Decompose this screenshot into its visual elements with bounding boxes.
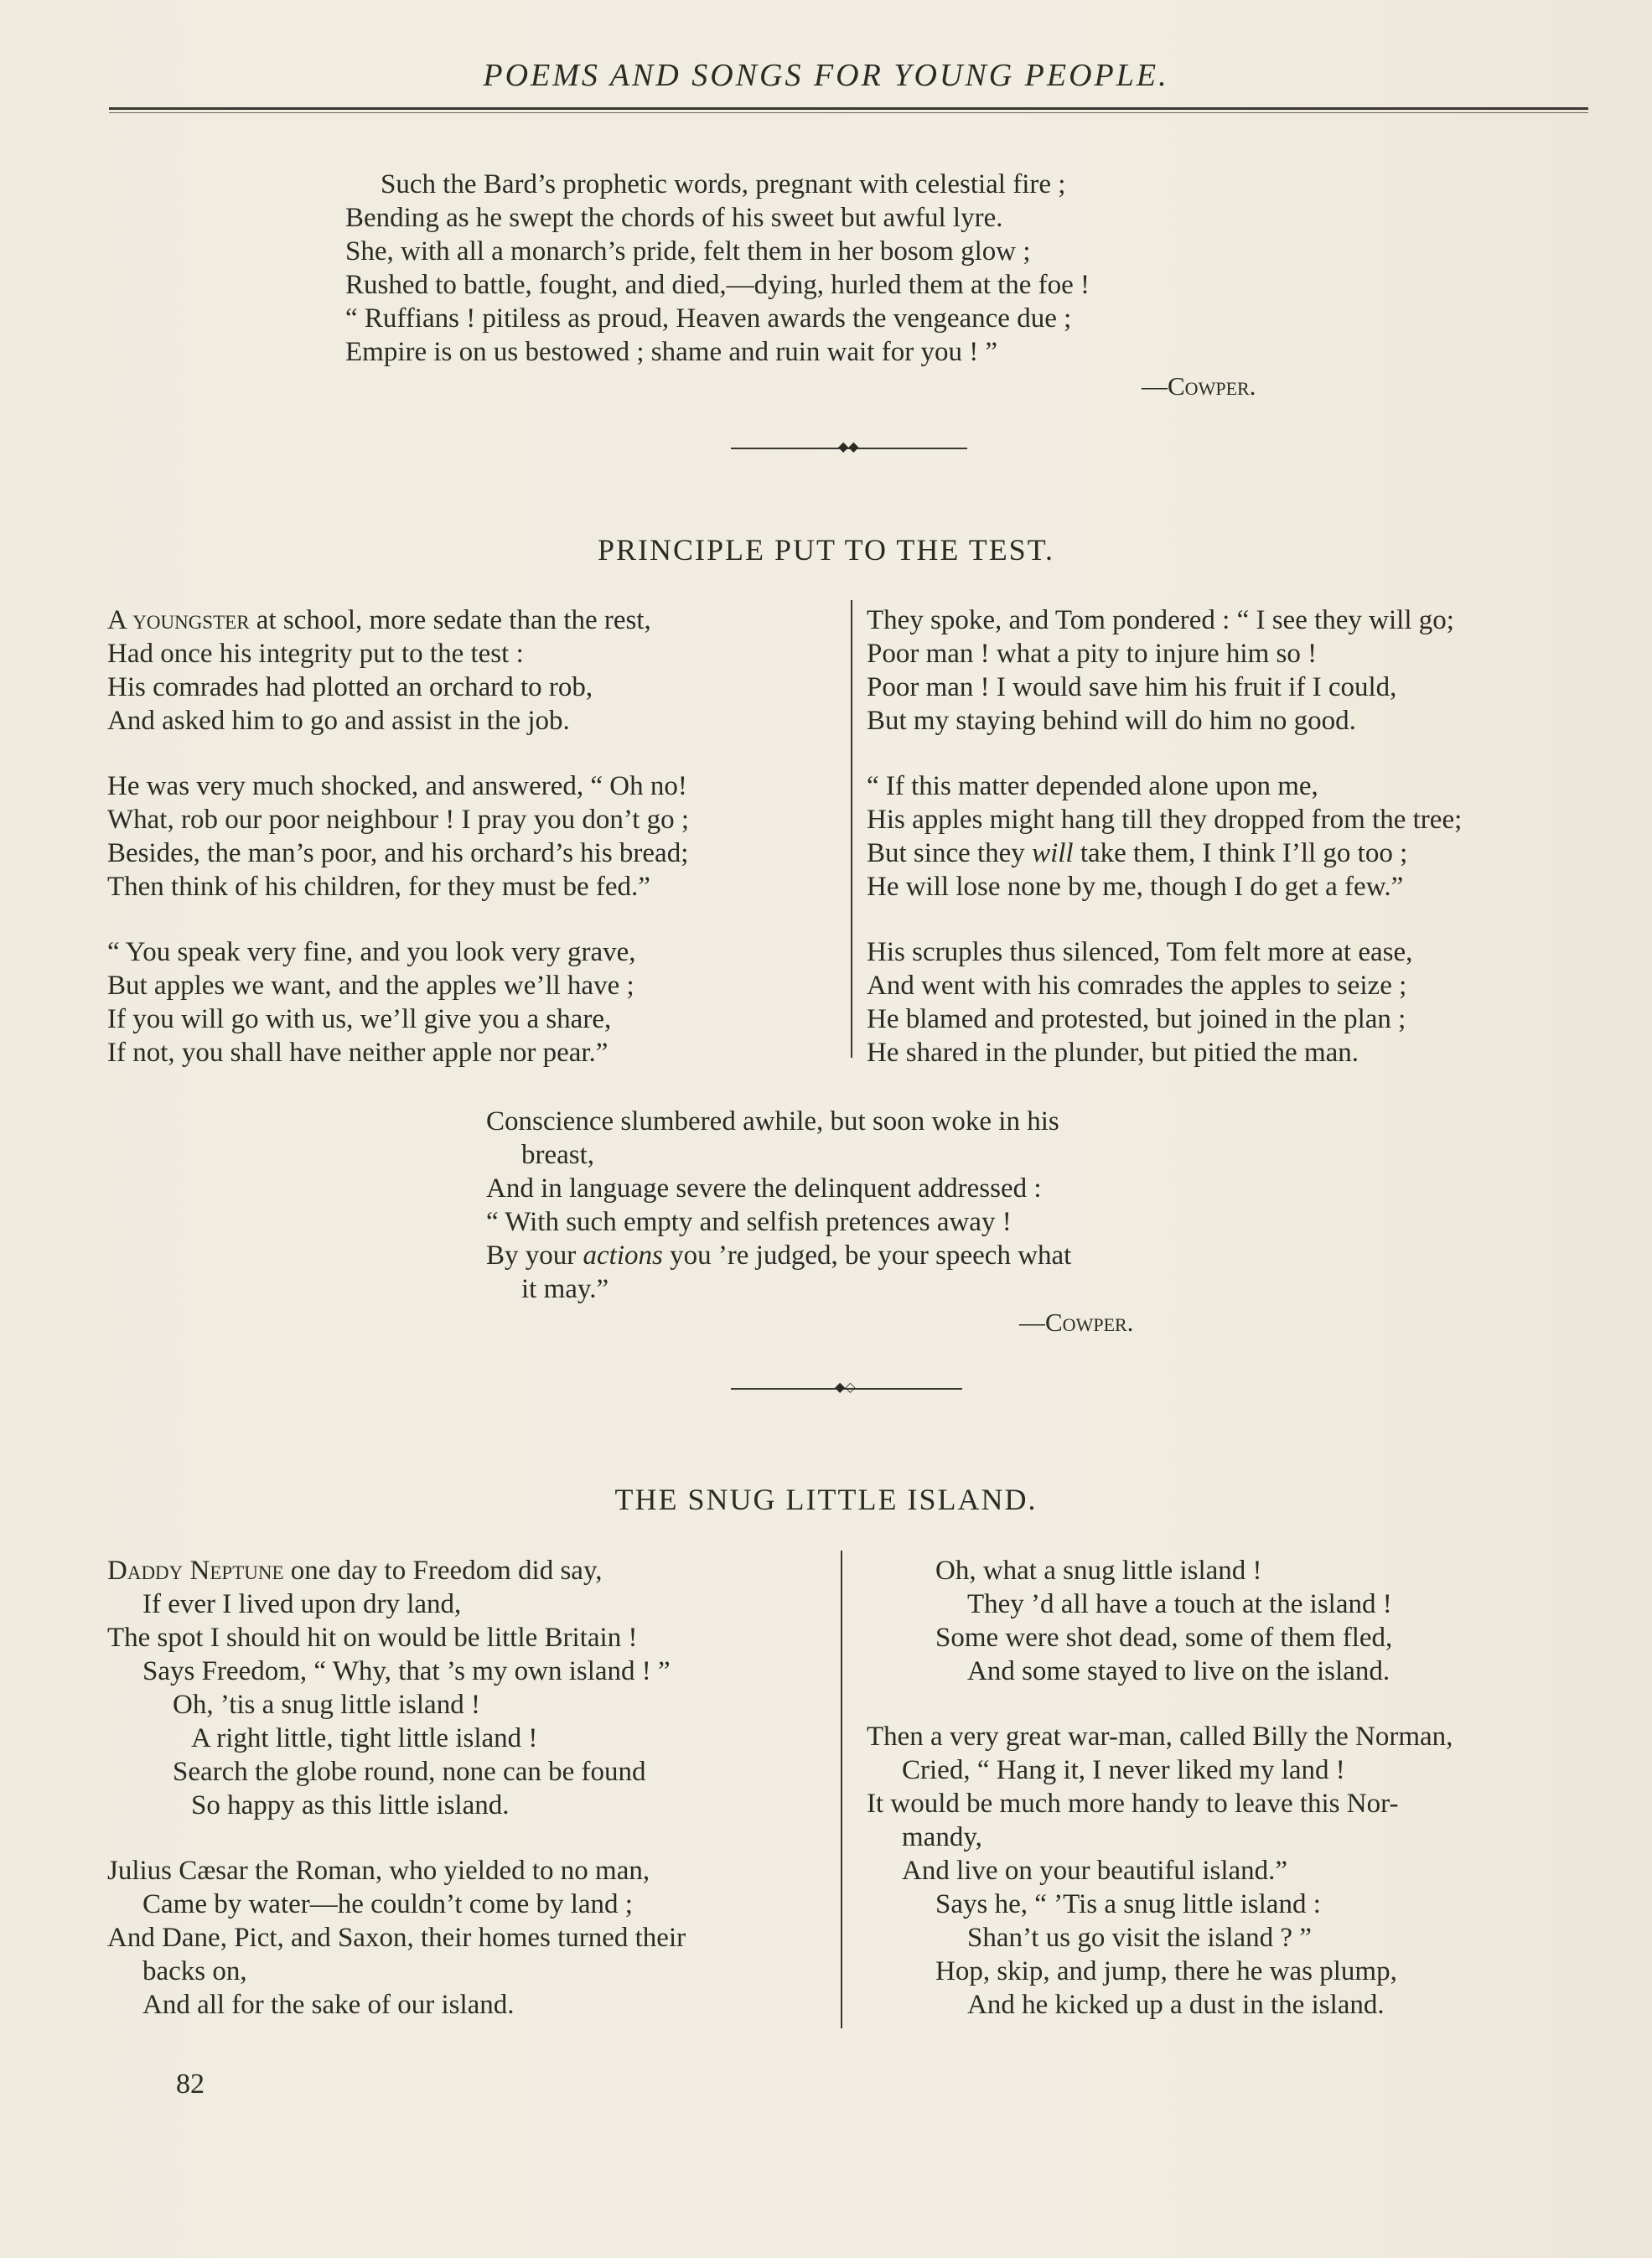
poem3-left-line: The spot I should hit on would be little Britain !	[107, 1623, 638, 1653]
poem3-left-line: So happy as this little island.	[191, 1790, 510, 1820]
poem1-line-4: Rushed to battle, fought, and died,—dying, hurled them at the foe !	[345, 270, 1090, 300]
emphasis-actions: actions	[583, 1240, 663, 1271]
poem2-closing-line: By your actions you ’re judged, be your speech what	[486, 1240, 1072, 1271]
poem3-left-line: Julius Cæsar the Roman, who yielded to no man,	[107, 1856, 650, 1886]
poem3-right-line: Says he, “ ’Tis a snug little island :	[935, 1889, 1321, 1919]
poem2-right-line: He shared in the plunder, but pitied the man.	[867, 1038, 1359, 1068]
poem3-left-line: Daddy Neptune one day to Freedom did say,	[107, 1556, 603, 1586]
poem2-right-line: And went with his comrades the apples to seize ;	[867, 971, 1407, 1001]
poem2-left-column	[107, 603, 689, 1069]
poem3-left-line: And all for the sake of our island.	[142, 1990, 515, 2020]
poem2-closing-stanza	[486, 1105, 1071, 1306]
poem3-right-line: Then a very great war-man, called Billy the Norman,	[867, 1722, 1453, 1752]
poem2-left-line: He was very much shocked, and answered, “ Oh no!	[107, 771, 687, 801]
emphasis-will: will	[1032, 838, 1074, 868]
poem2-right-line: His scruples thus silenced, Tom felt more at ease,	[867, 937, 1413, 967]
running-header: POEMS AND SONGS FOR YOUNG PEOPLE.	[483, 58, 1169, 93]
poem3-right-line: Shan’t us go visit the island ? ”	[967, 1923, 1312, 1953]
poem2-left-line: If you will go with us, we’ll give you a share,	[107, 1004, 612, 1034]
poem3-right-line: And live on your beautiful island.”	[902, 1856, 1288, 1886]
poem2-left-line: Had once his integrity put to the test :	[107, 639, 524, 669]
poem3-right-column	[867, 1554, 1453, 2022]
poem3-left-line: And Dane, Pict, and Saxon, their homes turned their	[107, 1923, 686, 1953]
poem2-right-line: His apples might hang till they dropped from the tree;	[867, 805, 1463, 835]
poem2-left-line: Besides, the man’s poor, and his orchard’s his bread;	[107, 838, 689, 868]
column-divider-1	[851, 600, 852, 1058]
poem2-title: PRINCIPLE PUT TO THE TEST.	[597, 533, 1055, 567]
poem2-closing-line: And in language severe the delinquent addressed :	[486, 1173, 1042, 1204]
poem2-left-line: But apples we want, and the apples we’ll have ;	[107, 971, 634, 1001]
poem2-left-line: “ You speak very fine, and you look very grave,	[107, 937, 636, 967]
poem2-closing-line: “ With such empty and selfish pretences away !	[486, 1207, 1012, 1237]
poem3-left-line: If ever I lived upon dry land,	[142, 1589, 462, 1619]
page-number: 82	[176, 2069, 205, 2100]
poem2-right-line: “ If this matter depended alone upon me,	[867, 771, 1318, 801]
poem2-right-line: But my staying behind will do him no good.	[867, 706, 1356, 736]
poem3-left-column	[107, 1554, 686, 2022]
poem3-title: THE SNUG LITTLE ISLAND.	[614, 1483, 1038, 1516]
separator-ornament-1: ◆◆	[838, 440, 859, 454]
poem2-closing-line: it may.”	[521, 1274, 609, 1304]
poem2-right-line: He will lose none by me, though I do get a few.”	[867, 872, 1404, 902]
poem3-left-line: A right little, tight little island !	[191, 1723, 538, 1753]
poem2-attribution: —Cowper.	[1019, 1308, 1134, 1337]
poem1-attribution: —Cowper.	[1142, 371, 1256, 401]
poem3-left-line: Came by water—he couldn’t come by land ;	[142, 1889, 633, 1919]
poem2-right-line: They spoke, and Tom pondered : “ I see they will go;	[867, 605, 1454, 635]
poem2-opening-word: A youngster	[107, 605, 250, 635]
poem1-line-6: Empire is on us bestowed ; shame and ruin wait for you ! ”	[345, 337, 998, 367]
poem3-right-line: And some stayed to live on the island.	[967, 1656, 1390, 1686]
poem3-right-line: Hop, skip, and jump, there he was plump,	[935, 1956, 1397, 1986]
poem3-right-line: Oh, what a snug little island !	[935, 1556, 1262, 1586]
poem1-stanza	[345, 168, 1090, 369]
poem2-left-line: And asked him to go and assist in the job.	[107, 706, 570, 736]
poem1-line-5: “ Ruffians ! pitiless as proud, Heaven awards the vengeance due ;	[345, 303, 1072, 334]
poem1-line-2: Bending as he swept the chords of his sweet but awful lyre.	[345, 203, 1003, 233]
poem2-right-line: Poor man ! what a pity to injure him so !	[867, 639, 1318, 669]
poem3-right-line: Some were shot dead, some of them fled,	[935, 1623, 1393, 1653]
poem2-left-line: A youngster at school, more sedate than the rest,	[107, 605, 651, 635]
header-rule-thin	[109, 112, 1588, 113]
poem3-right-line: Cried, “ Hang it, I never liked my land !	[902, 1755, 1345, 1785]
poem2-left-line: Then think of his children, for they must be fed.”	[107, 872, 650, 902]
poem2-right-line: Poor man ! I would save him his fruit if I could,	[867, 672, 1397, 702]
separator-ornament-2: ◆◇	[835, 1380, 856, 1395]
poem3-opening-words: Daddy Neptune	[107, 1556, 284, 1586]
poem3-right-line: They ’d all have a touch at the island !	[967, 1589, 1392, 1619]
header-rule	[109, 107, 1588, 110]
poem3-right-line: It would be much more handy to leave this Nor-	[867, 1789, 1399, 1819]
poem3-left-line: Oh, ’tis a snug little island !	[173, 1690, 480, 1720]
column-divider-2	[841, 1551, 842, 2028]
poem2-closing-line: Conscience slumbered awhile, but soon woke in his	[486, 1106, 1059, 1137]
poem2-right-column	[867, 603, 1462, 1069]
poem3-left-line: Says Freedom, “ Why, that ’s my own island ! ”	[142, 1656, 671, 1686]
poem2-left-line: His comrades had plotted an orchard to rob,	[107, 672, 593, 702]
poem3-right-line: And he kicked up a dust in the island.	[967, 1990, 1385, 2020]
poem2-left-line: What, rob our poor neighbour ! I pray you don’t go ;	[107, 805, 690, 835]
poem3-left-line: Search the globe round, none can be found	[173, 1757, 646, 1787]
poem2-right-line: But since they will take them, I think I’ll go too ;	[867, 838, 1408, 868]
poem2-left-line: If not, you shall have neither apple nor pear.”	[107, 1038, 608, 1068]
poem1-line-3: She, with all a monarch’s pride, felt them in her bosom glow ;	[345, 236, 1031, 267]
poem1-line-1: Such the Bard’s prophetic words, pregnant with celestial fire ;	[381, 169, 1066, 199]
poem2-closing-line: breast,	[521, 1140, 595, 1170]
poem2-right-line: He blamed and protested, but joined in the plan ;	[867, 1004, 1406, 1034]
poem3-left-line: backs on,	[142, 1956, 247, 1986]
poem3-right-line: mandy,	[902, 1822, 982, 1852]
